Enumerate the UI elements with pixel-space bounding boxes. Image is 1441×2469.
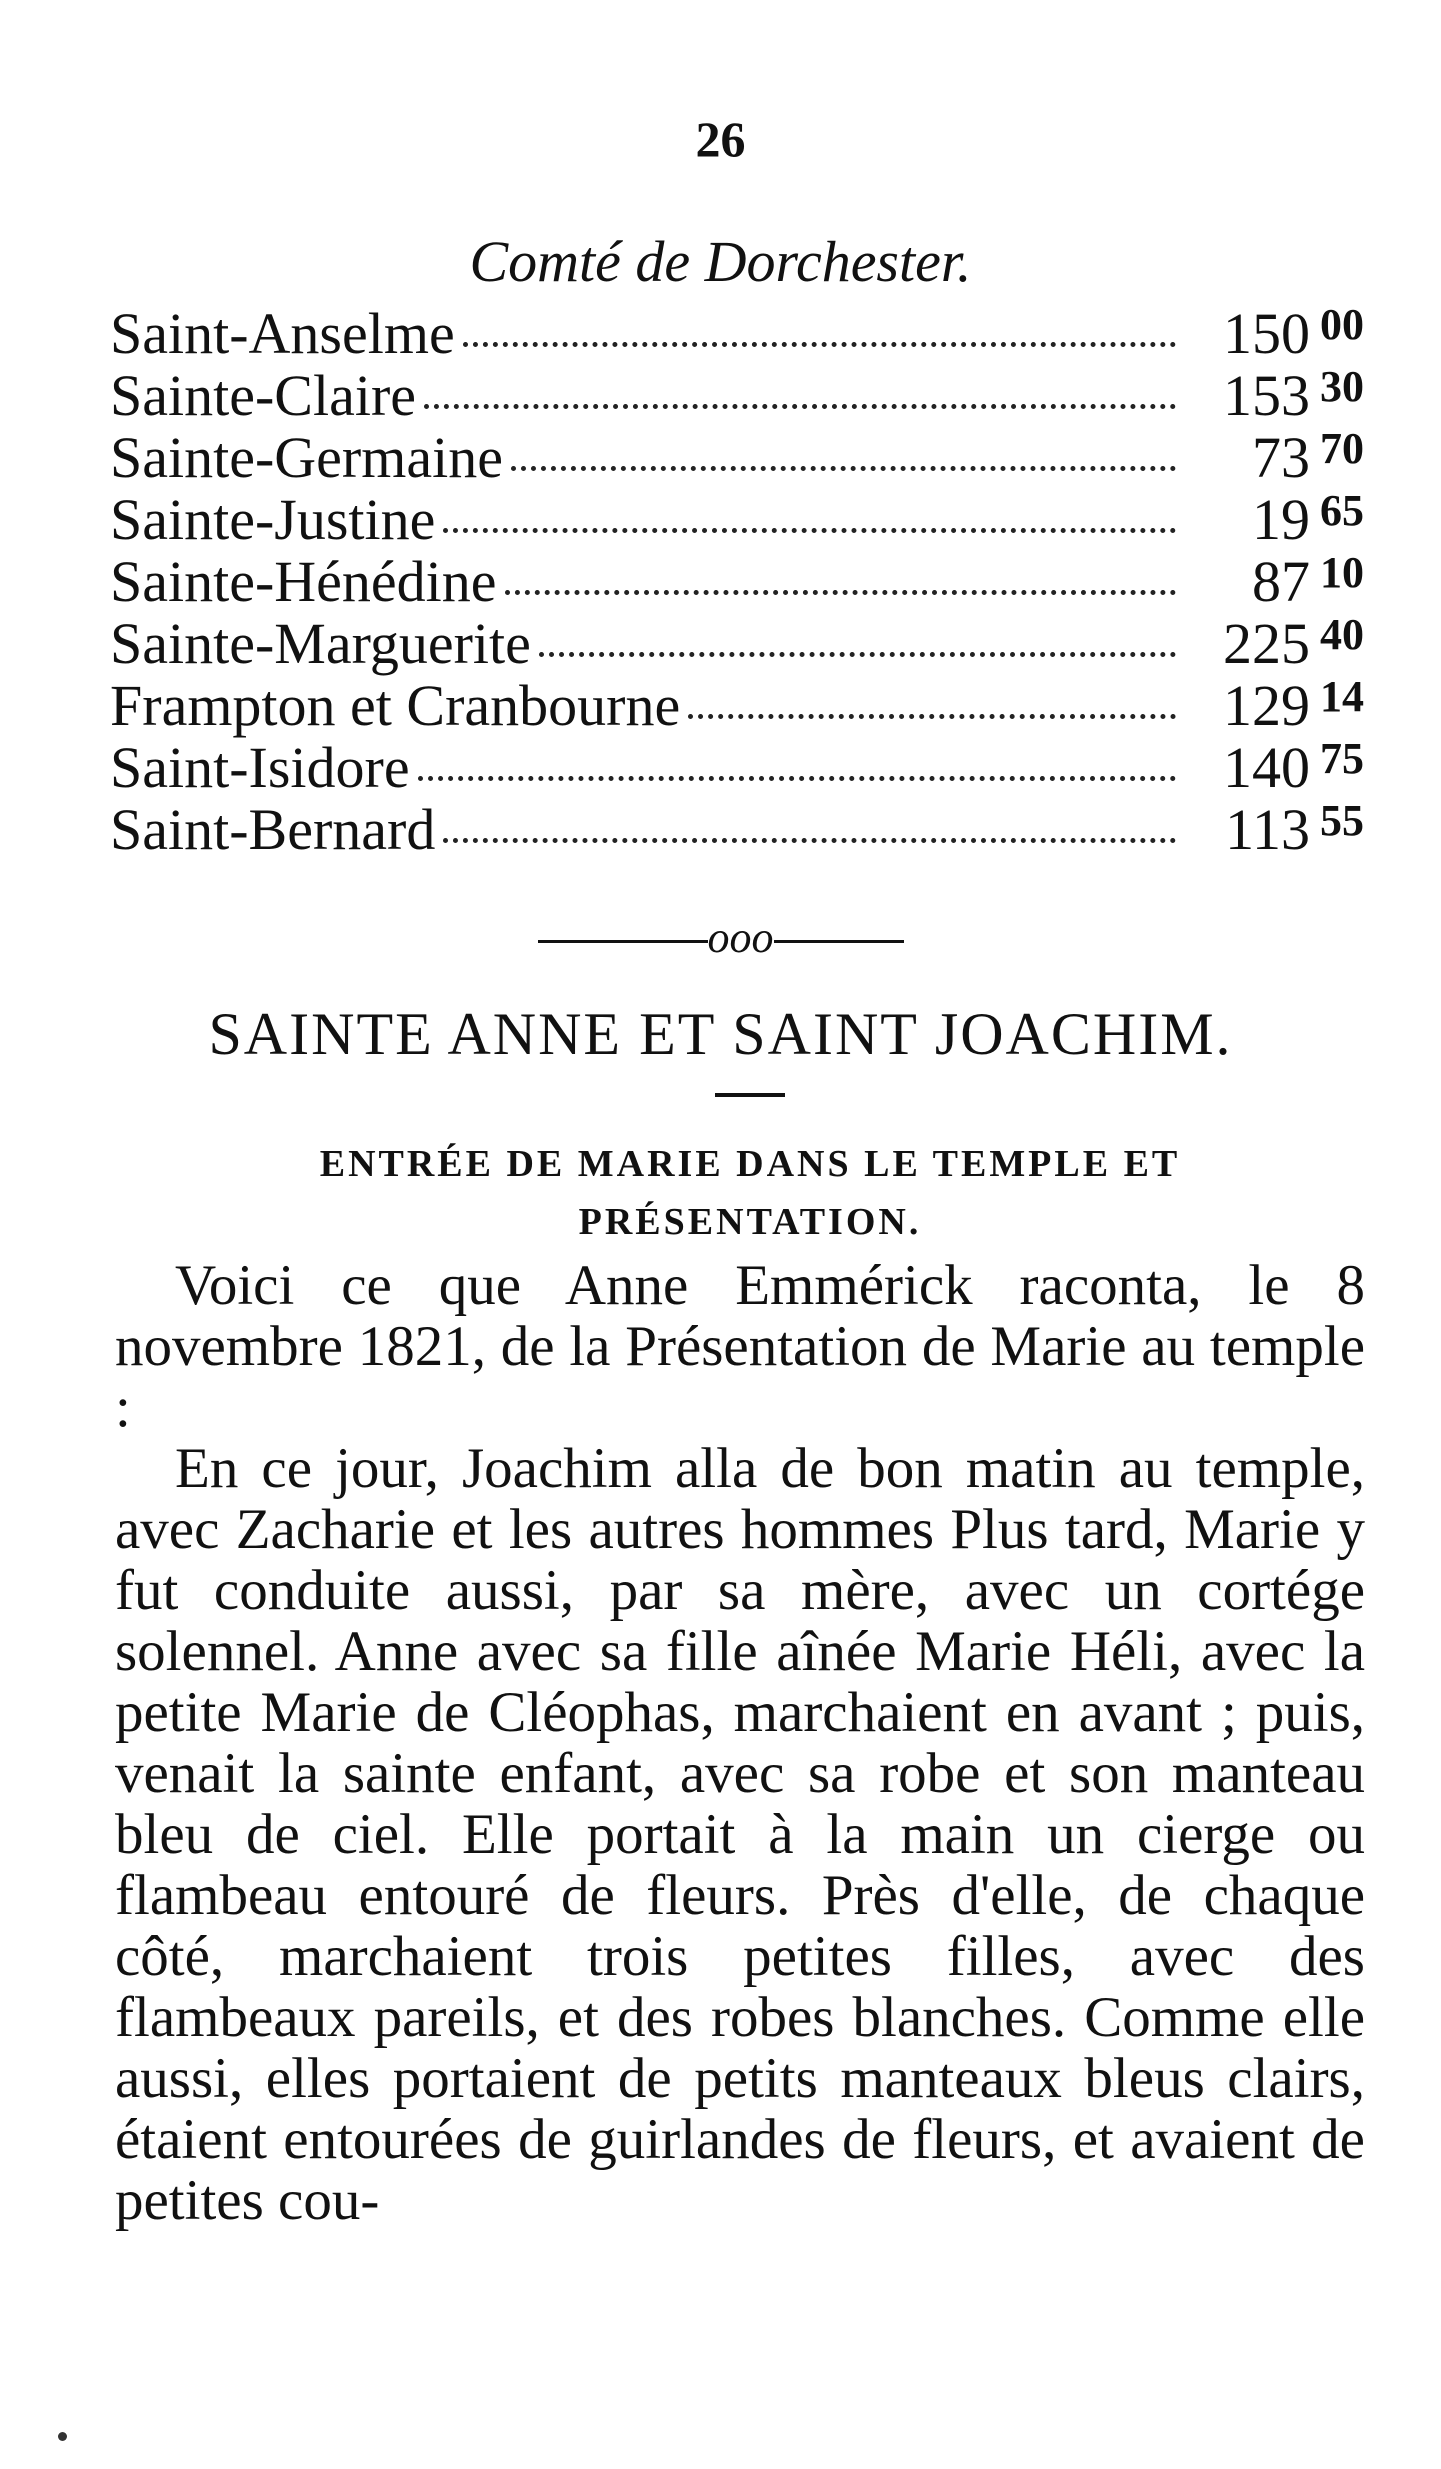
ledger-row <box>110 424 1390 490</box>
dot-leader <box>424 404 1176 409</box>
separator-ornament: ooo <box>707 913 774 962</box>
dot-leader <box>688 714 1176 719</box>
paragraph: En ce jour, Joachim alla de bon matin au temple, avec Zacharie et les autres hommes Plus tard, Marie y fut conduite aussi, par sa mère, avec un cortége solennel. Anne avec sa fille aînée Marie Héli, avec la petite Marie de Cléophas, marchaient en avant ; puis, venait la sainte enfant, avec sa robe et son manteau bleu de ciel. Elle portait à la main un cierge ou flambeau entouré de fleurs. Près d'elle, de chaque côté, marchaient trois petites filles, avec des flambeaux pareils, et des robes blanches. Comme elle aussi, elles portaient de petits manteaux bleus clairs, étaient entourées de guirlandes de fleurs, et avaient de petites cou- <box>115 1437 1365 2232</box>
dot-leader <box>539 652 1176 657</box>
chapter-title: SAINTE ANNE ET SAINT JOACHIM. <box>208 1001 1233 1067</box>
amount-cents: 70 <box>1320 424 1364 473</box>
amount-dollars: 113 <box>1225 797 1310 862</box>
title-dash <box>715 1093 785 1097</box>
amount-dollars: 73 <box>1252 425 1310 490</box>
section-separator <box>0 912 1441 963</box>
paragraph: Voici ce que Anne Emmérick raconta, le 8 novembre 1821, de la Présentation de Marie au temple : <box>115 1254 1365 1439</box>
amount-dollars: 87 <box>1252 549 1310 614</box>
amount-cents: 55 <box>1320 796 1364 845</box>
dot-leader <box>505 590 1176 595</box>
amount-cents: 14 <box>1320 672 1364 721</box>
ledger-row <box>110 300 1390 366</box>
dot-leader <box>443 838 1176 843</box>
amount-cents: 75 <box>1320 734 1364 783</box>
ledger-row <box>110 486 1390 552</box>
parish-name: Frampton et Cranbourne <box>110 673 681 738</box>
section-heading: Comté de Dorchester. <box>469 229 972 294</box>
amount-dollars: 19 <box>1252 487 1310 552</box>
ledger-row <box>110 548 1390 614</box>
ledger-list <box>110 300 1390 862</box>
parish-name: Saint-Bernard <box>110 797 436 862</box>
ledger-row <box>110 672 1390 738</box>
print-speck <box>58 2432 67 2441</box>
parish-name: Saint-Isidore <box>110 735 410 800</box>
ledger-row <box>110 362 1390 428</box>
ledger-row <box>110 796 1390 862</box>
dot-leader <box>511 466 1176 471</box>
ledger-row <box>110 734 1390 800</box>
amount-dollars: 140 <box>1223 735 1310 800</box>
dot-leader <box>443 528 1176 533</box>
parish-name: Sainte-Hénédine <box>110 549 497 614</box>
amount-cents: 65 <box>1320 486 1364 535</box>
amount-dollars: 225 <box>1223 611 1310 676</box>
amount-cents: 00 <box>1320 300 1364 349</box>
chapter-subtitle: ENTRÉE DE MARIE DANS LE TEMPLE ET PRÉSENTATION. <box>319 1143 1181 1243</box>
parish-name: Sainte-Marguerite <box>110 611 531 676</box>
body-text <box>115 1255 1365 2231</box>
amount-dollars: 153 <box>1223 363 1310 428</box>
dot-leader <box>418 776 1176 781</box>
amount-dollars: 129 <box>1223 673 1310 738</box>
amount-cents: 30 <box>1320 362 1364 411</box>
parish-name: Sainte-Justine <box>110 487 436 552</box>
parish-name: Sainte-Germaine <box>110 425 503 490</box>
amount-cents: 10 <box>1320 548 1364 597</box>
amount-cents: 40 <box>1320 610 1364 659</box>
amount-dollars: 150 <box>1223 301 1310 366</box>
separator-rule-left <box>538 940 708 943</box>
page-number: 26 <box>695 111 746 167</box>
parish-name: Sainte-Claire <box>110 363 417 428</box>
parish-name: Saint-Anselme <box>110 301 455 366</box>
dot-leader <box>463 342 1176 347</box>
separator-rule-right <box>774 940 904 943</box>
ledger-row <box>110 610 1390 676</box>
